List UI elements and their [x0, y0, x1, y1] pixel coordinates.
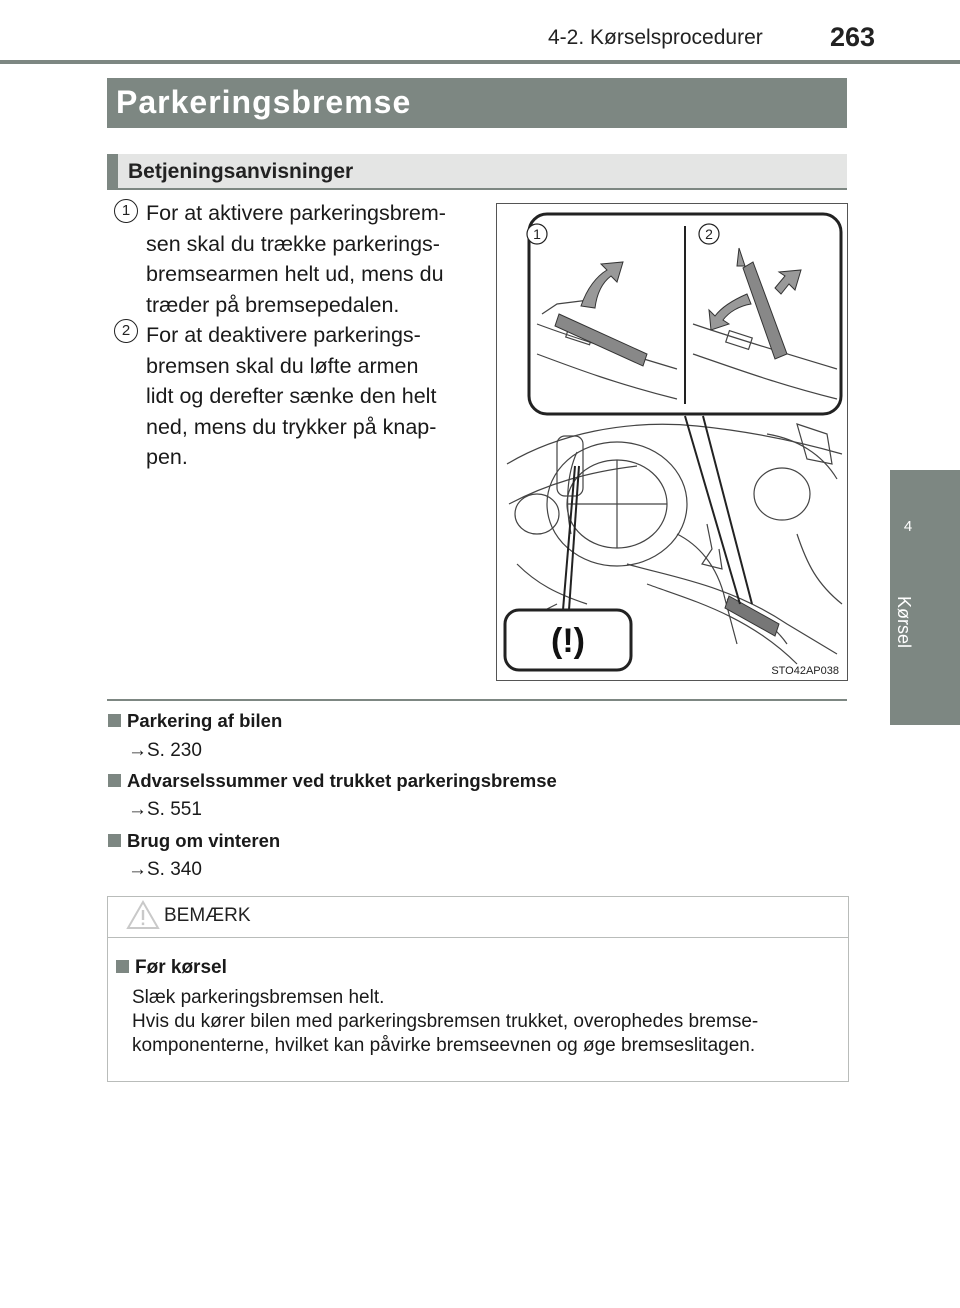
step-2-line: pen. [146, 445, 188, 469]
step-2-line: lidt og derefter sænke den helt [146, 384, 437, 408]
reference-page: S. 551 [147, 799, 202, 820]
square-bullet-icon [108, 834, 121, 847]
notice-rule [107, 937, 849, 938]
notice-heading [116, 957, 227, 979]
step-2-line: ned, mens du trykker på knap- [146, 414, 437, 439]
reference-link[interactable] [128, 799, 202, 821]
arrow-right-icon: → [128, 799, 147, 820]
notice-line: komponenterne, hvilket kan påvirke bremseevnen og øge bremseslitagen. [132, 1035, 756, 1056]
notice-line: Hvis du kører bilen med parkeringsbremsen trukket, overophedes bremse- [132, 1011, 759, 1032]
square-bullet-icon [108, 774, 121, 787]
reference-link[interactable] [128, 859, 202, 881]
pointer-line-2 [703, 416, 752, 604]
subheading-rule [107, 188, 847, 190]
callout-2-label: 2 [705, 226, 713, 242]
notice-body [132, 986, 830, 1058]
chapter-label: Kørsel [894, 596, 914, 649]
reference-link[interactable] [128, 740, 202, 762]
header-rule [0, 60, 960, 64]
reference-heading-text: Advarselssummer ved trukket parkeringsbremse [127, 770, 557, 791]
reference-heading-text: Brug om vinteren [127, 830, 281, 851]
callout-1-label: 1 [533, 226, 541, 242]
reference-heading [108, 770, 557, 792]
arrow-right-icon: → [128, 859, 147, 880]
pointer-line-1 [685, 416, 740, 604]
chapter-number: 4 [903, 518, 913, 535]
reference-heading [108, 710, 282, 732]
parking-brake-illustration [496, 203, 848, 681]
reference-heading-text: Parkering af bilen [127, 710, 283, 731]
reference-page: S. 340 [147, 859, 202, 880]
header-section-title: 4-2. Kørselsprocedurer [548, 26, 763, 49]
square-bullet-icon [116, 960, 129, 973]
reference-heading [108, 830, 280, 852]
illustration-svg [497, 204, 847, 680]
step-1-line: bremsearmen helt ud, mens du [146, 262, 444, 286]
step-1-line: For at aktivere parkeringsbrem- [146, 201, 446, 225]
arrow-right-icon: → [128, 740, 147, 761]
notice-title: BEMÆRK [164, 905, 251, 926]
step-2-line: For at deaktivere parkerings- [146, 323, 421, 347]
notice-heading-text: Før kørsel [135, 957, 227, 978]
image-code: STO42AP038 [771, 665, 839, 677]
step-2-text [146, 320, 476, 473]
square-bullet-icon [108, 714, 121, 727]
page-number: 263 [830, 22, 876, 52]
step-1-line: sen skal du trække parkerings- [146, 231, 440, 256]
page-title: Parkeringsbremse [116, 84, 412, 120]
step-2-number: 2 [114, 319, 138, 343]
reference-page: S. 230 [147, 740, 202, 761]
subheading: Betjeningsanvisninger [128, 160, 354, 183]
subheading-accent [107, 154, 118, 188]
step-1-text [146, 198, 476, 320]
warning-triangle-icon [126, 900, 160, 930]
notice-line: Slæk parkeringsbremsen helt. [132, 987, 385, 1008]
section-divider [107, 699, 847, 701]
step-2-line: bremsen skal du løfte armen [146, 353, 419, 378]
step-1-line: træder på bremsepedalen. [146, 292, 400, 317]
brake-warning-icon: (!) [551, 622, 585, 660]
step-1-number: 1 [114, 199, 138, 223]
